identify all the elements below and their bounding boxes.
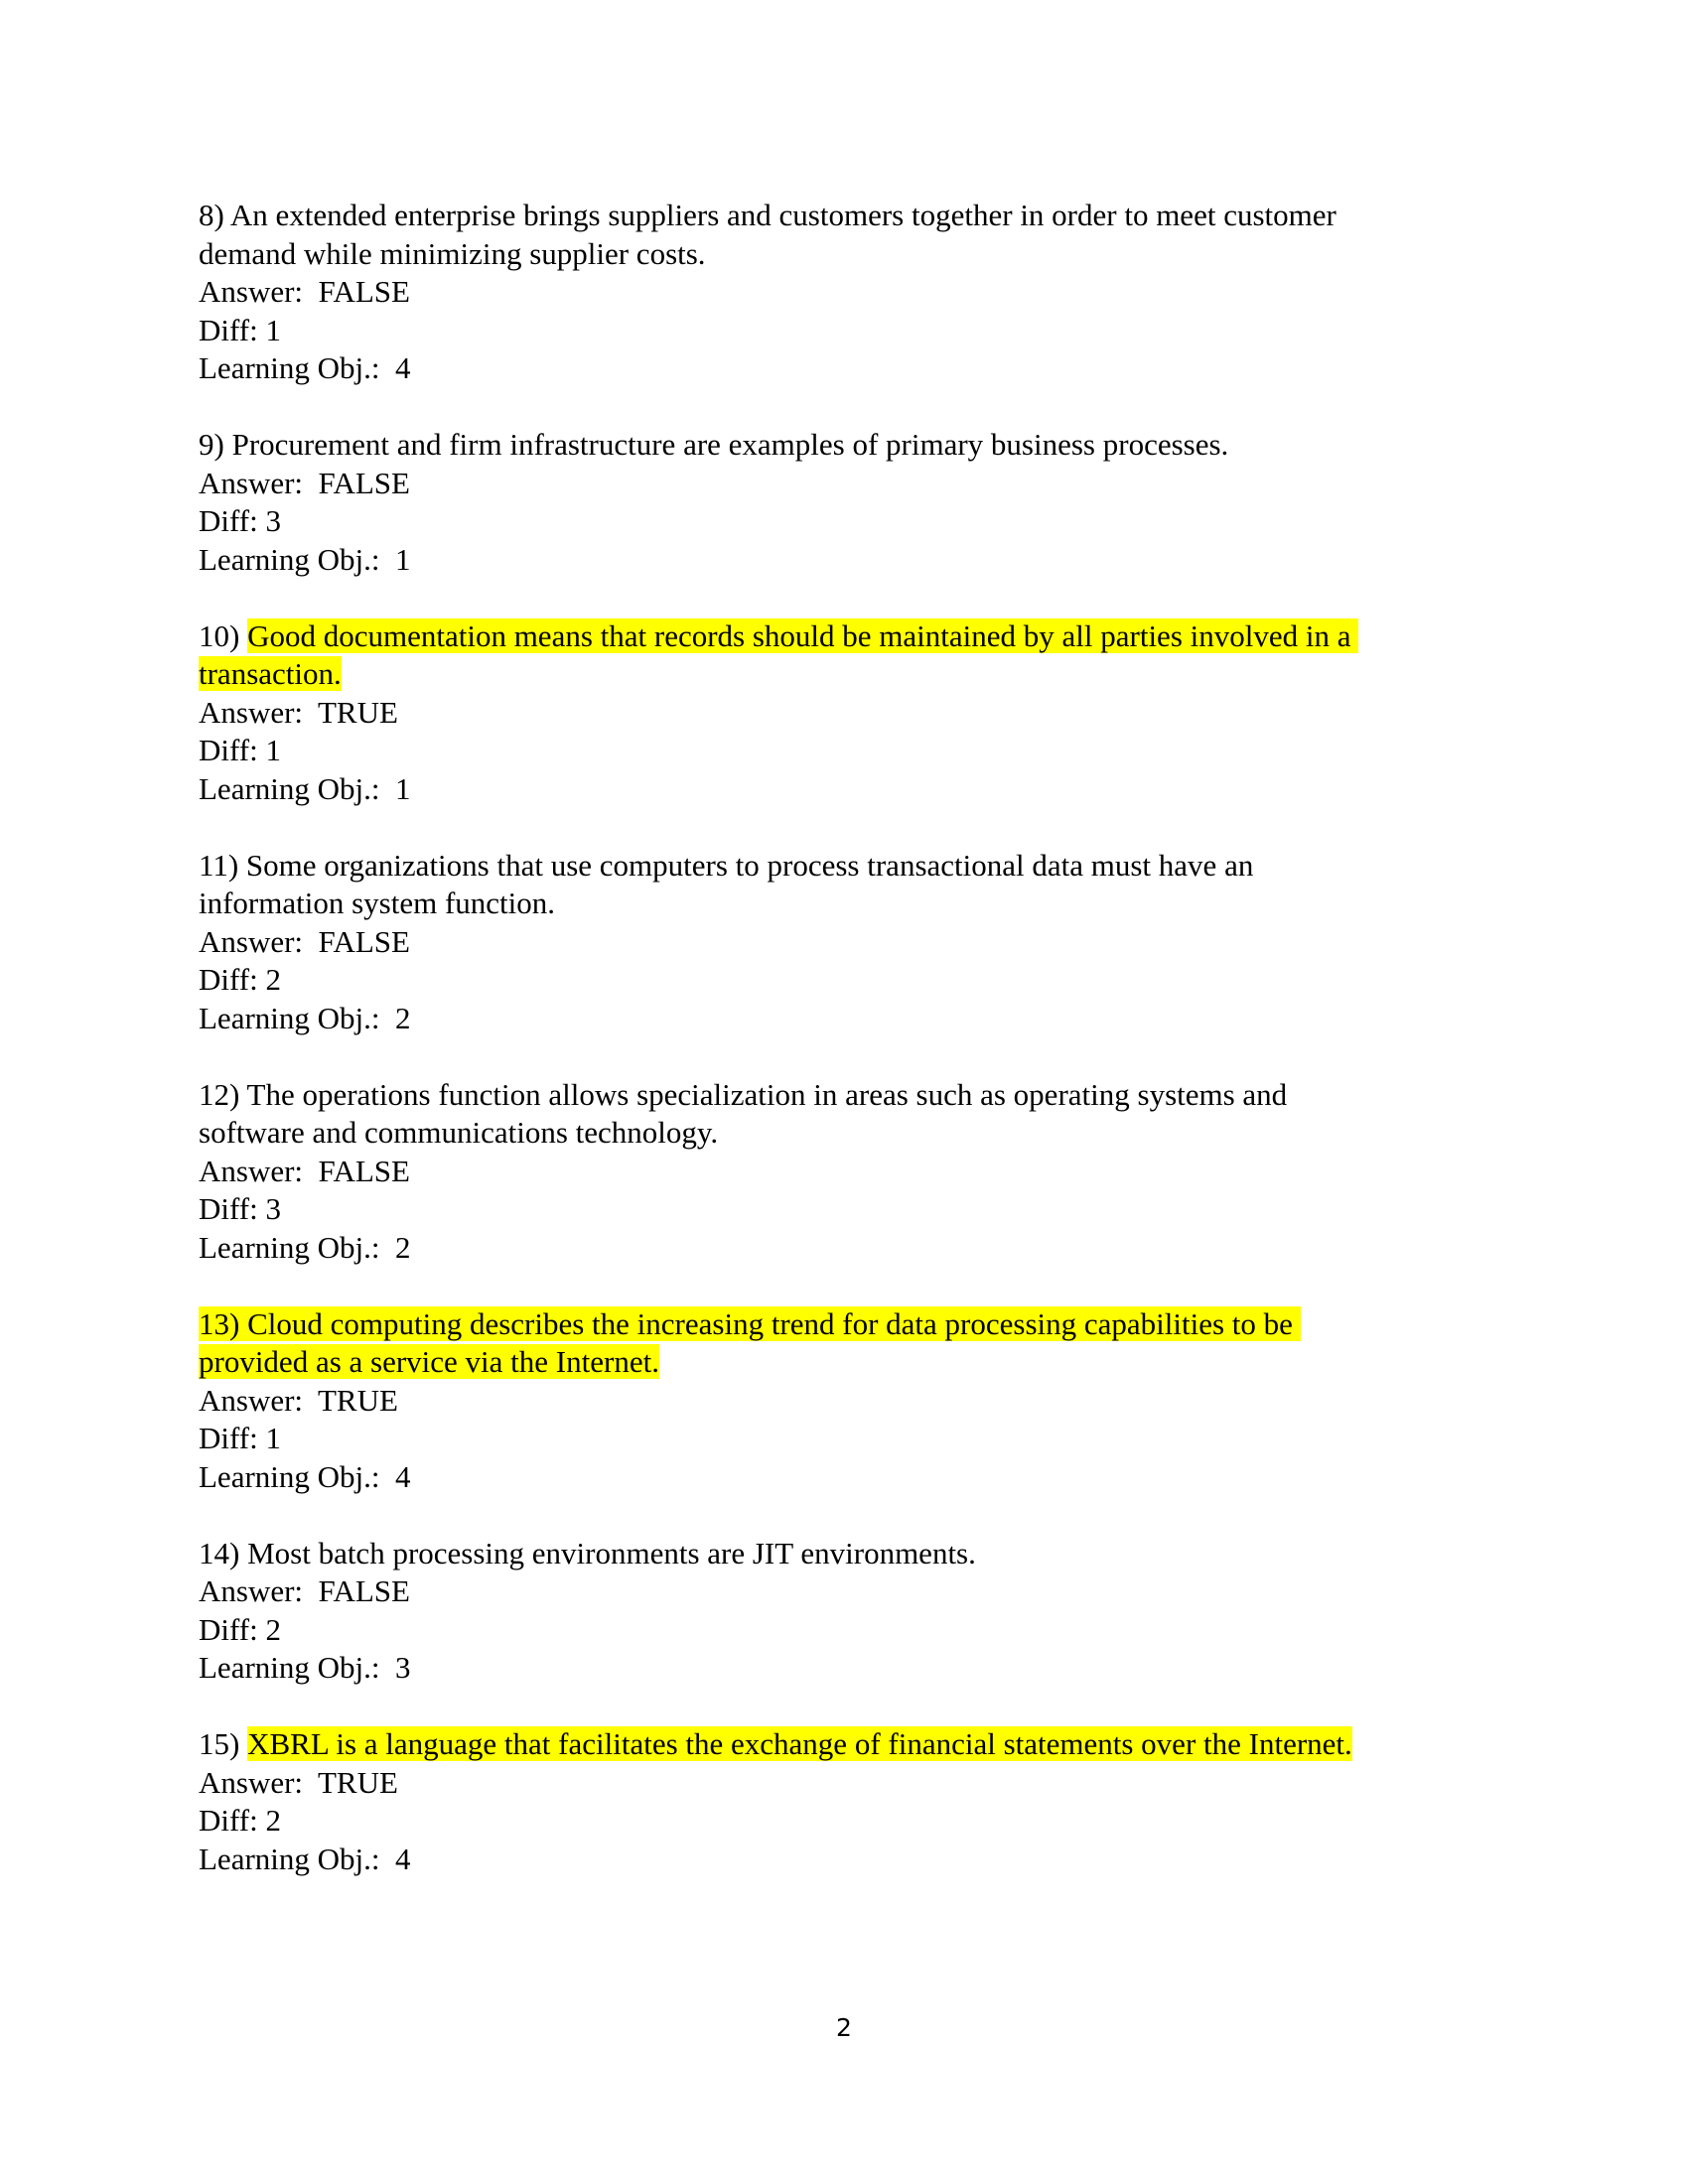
difficulty-line: Diff: 1 (199, 733, 281, 767)
question-text-plain: 10) (199, 617, 248, 653)
question-line (199, 1343, 1460, 1382)
difficulty-line: Diff: 2 (199, 1611, 281, 1647)
question-text-highlight: 13) Cloud computing describes the increasing trend for data processing capabilities to be (199, 1305, 1301, 1341)
question-text (199, 617, 1460, 694)
question-text-plain: 11) Some organizations that use computers to process transactional data must have an (199, 847, 1254, 883)
question-11 (199, 847, 1460, 1038)
question-text-plain: 8) An extended enterprise brings suppliers and customers together in order to meet customer (199, 198, 1336, 232)
question-15 (199, 1725, 1460, 1878)
question-line (199, 1305, 1460, 1344)
learning-objective-line: Learning Obj.: 1 (199, 770, 411, 806)
difficulty-line: Diff: 2 (199, 1803, 281, 1838)
question-text-highlight: transaction. (199, 656, 342, 691)
difficulty-line: Diff: 1 (199, 312, 281, 347)
question-text-plain: 9) Procurement and firm infrastructure are examples of primary business processes. (199, 427, 1229, 462)
question-line (199, 617, 1460, 656)
question-line (199, 847, 1460, 886)
learning-objective-line: Learning Obj.: 1 (199, 541, 411, 577)
answer-line: Answer: TRUE (199, 694, 398, 730)
learning-objective-line: Learning Obj.: 3 (199, 1650, 411, 1685)
page-number: 2 (836, 2013, 852, 2042)
question-line (199, 1076, 1460, 1115)
difficulty-line: Diff: 2 (199, 962, 281, 997)
question-text-highlight: Good documentation means that records should be maintained by all parties involved in a (247, 617, 1359, 653)
question-text (199, 1076, 1460, 1153)
answer-line: Answer: TRUE (199, 1382, 398, 1418)
difficulty-line: Diff: 3 (199, 503, 281, 538)
answer-line: Answer: FALSE (199, 274, 410, 309)
answer-line: Answer: FALSE (199, 923, 410, 959)
learning-objective-line: Learning Obj.: 2 (199, 1000, 411, 1035)
question-line (199, 235, 1460, 274)
question-9 (199, 426, 1460, 579)
question-text (199, 1725, 1460, 1764)
question-14 (199, 1535, 1460, 1688)
learning-objective-line: Learning Obj.: 2 (199, 1229, 411, 1265)
answer-line: Answer: FALSE (199, 465, 410, 500)
question-line (199, 1114, 1460, 1153)
question-12 (199, 1076, 1460, 1268)
question-text-plain: 15) (199, 1726, 248, 1761)
question-line (199, 655, 1460, 694)
answer-line: Answer: FALSE (199, 1153, 410, 1188)
difficulty-line: Diff: 3 (199, 1191, 281, 1226)
question-13 (199, 1305, 1460, 1497)
learning-objective-line: Learning Obj.: 4 (199, 350, 411, 385)
question-text-plain: demand while minimizing supplier costs. (199, 235, 706, 271)
question-text-plain: software and communications technology. (199, 1115, 719, 1150)
question-text-plain: information system function. (199, 886, 556, 920)
question-text-highlight: provided as a service via the Internet. (199, 1344, 659, 1379)
question-text-plain: 12) The operations function allows specialization in areas such as operating systems and (199, 1076, 1288, 1112)
learning-objective-line: Learning Obj.: 4 (199, 1458, 411, 1494)
question-text (199, 197, 1460, 273)
question-text-highlight: XBRL is a language that facilitates the exchange of financial statements over the Internet. (247, 1726, 1352, 1761)
question-text (199, 426, 1460, 465)
question-list (199, 197, 1460, 1917)
question-text (199, 1305, 1460, 1382)
question-10 (199, 617, 1460, 809)
question-line (199, 885, 1460, 923)
question-line (199, 1535, 1460, 1573)
question-text (199, 1535, 1460, 1573)
answer-line: Answer: FALSE (199, 1573, 410, 1608)
question-line (199, 197, 1460, 235)
learning-objective-line: Learning Obj.: 4 (199, 1841, 411, 1876)
question-line (199, 426, 1460, 465)
question-line (199, 1725, 1460, 1764)
question-text-plain: 14) Most batch processing environments are JIT environments. (199, 1535, 976, 1570)
answer-line: Answer: TRUE (199, 1764, 398, 1800)
question-text (199, 847, 1460, 923)
difficulty-line: Diff: 1 (199, 1421, 281, 1455)
question-8 (199, 197, 1460, 388)
